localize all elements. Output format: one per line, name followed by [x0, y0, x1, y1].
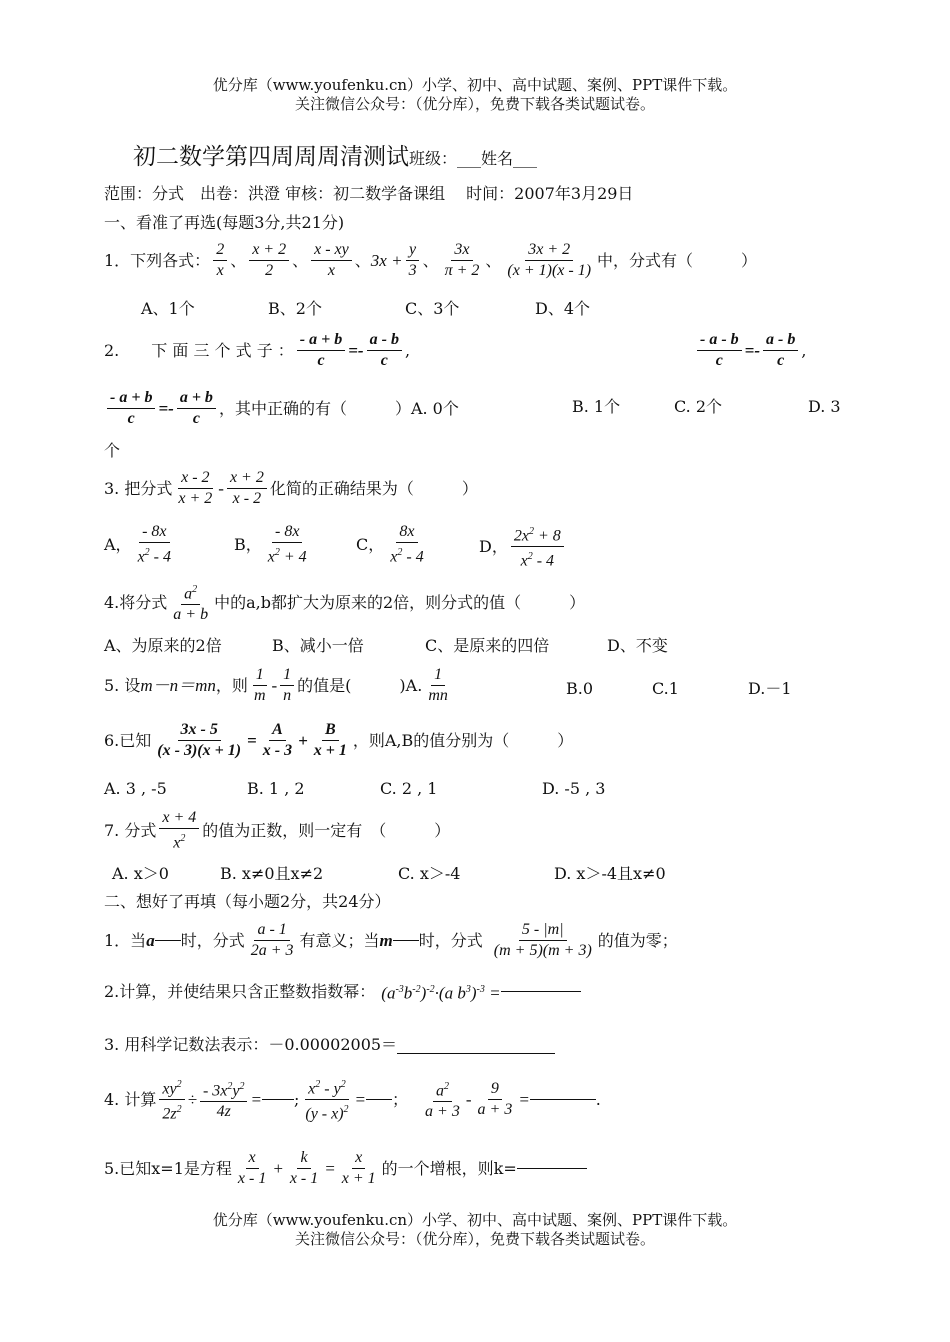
answer-blank[interactable] — [262, 1099, 294, 1100]
q6-option-a: A. 3 , -5 — [104, 779, 167, 798]
math-expression: m－n＝mn — [140, 675, 216, 695]
question-text: 化简的正确结果为（ ） — [269, 478, 478, 498]
answer-blank[interactable] — [517, 1168, 587, 1169]
question-1-5 — [104, 665, 454, 706]
question-text: 中的a,b都扩大为原来的2倍，则分式的值（ ） — [214, 592, 586, 612]
question-text: 6.已知 — [104, 730, 152, 750]
q1-option-b: B、2个 — [268, 299, 322, 318]
question-text: 2. 下 面 三 个 式 子 ： — [104, 340, 294, 360]
fraction: $\frac{xy^2}{2z^2}$ — [159, 1075, 184, 1125]
math-expression: m — [379, 930, 393, 950]
q7-option-c: C. x＞-4 — [398, 864, 461, 883]
fraction: 8x $x^2 - 4$ — [390, 523, 424, 566]
question-1-2-line2 — [104, 388, 459, 429]
fraction: 1 mn — [428, 666, 448, 704]
math-expression: - — [465, 1089, 472, 1109]
question-text: 5. 设 — [104, 675, 141, 695]
question-text: 5.已知x=1是方程 — [104, 1158, 232, 1178]
question-text: 时，分式 — [180, 930, 245, 950]
question-1-2: 2. 下 面 三 个 式 子 ： $\frac{- a + b}{c}$ =- a - b c , — [104, 331, 411, 369]
math-expression: $(a^{-3}b^{-2})^{-2}\cdot(a$ $b^3)^{-3}$ = — [381, 983, 501, 1003]
answer-blank[interactable] — [397, 1037, 555, 1054]
question-1-6 — [104, 720, 573, 761]
q7-option-a: A. x＞0 — [112, 864, 169, 883]
fraction: $\frac{x^2 - y^2}{(y - x)^2}$ — [302, 1075, 351, 1125]
math-expression: 3x + — [370, 250, 403, 270]
math-expression: = — [518, 1089, 530, 1109]
math-expression: ÷ — [187, 1089, 197, 1109]
fraction: 5 - |m| (m + 5)(m + 3) — [493, 921, 592, 959]
question-text: 时，分式 — [418, 930, 483, 950]
fraction: $\frac{B}{x + 1}$ — [313, 721, 347, 759]
question-text: 中，分式有（ ） — [597, 250, 758, 270]
math-expression: = — [247, 730, 257, 750]
fraction: $\frac{- 3x^2y^2}{4z}$ — [200, 1077, 248, 1122]
q3-option-c — [356, 522, 430, 567]
fraction: - 8x $x^2 + 4$ — [267, 523, 307, 566]
q2-option-c: C. 2个 — [674, 397, 723, 416]
answer-blank[interactable] — [501, 991, 581, 992]
q4-option-d: D、不变 — [607, 636, 668, 655]
header-line-2: 关注微信公众号：（优分库），免费下载各类试题试卷。 — [294, 95, 655, 113]
q5-option-d: D.－1 — [748, 679, 792, 698]
fraction: $a^2$ a + 3 — [422, 1077, 463, 1122]
q6-option-b: B. 1 , 2 — [247, 779, 305, 798]
question-2-2 — [104, 980, 581, 1004]
fraction: 3x π + 2 — [444, 241, 480, 279]
question-1-3 — [104, 468, 478, 509]
question-text: 4.将分式 — [104, 592, 168, 612]
q7-option-d: D. x＞-4且x≠0 — [554, 864, 666, 883]
fraction: x x - 1 — [237, 1149, 267, 1187]
fraction: $\frac{x}{x + 1}$ — [341, 1149, 376, 1187]
q2-wrap: 个 — [104, 441, 121, 460]
math-expression: = — [324, 1158, 336, 1178]
fraction: x + 2 2 — [249, 240, 289, 281]
fraction: $a^2$ a + b — [170, 580, 211, 625]
math-expression: - — [218, 478, 224, 498]
question-text: 1．下列各式： — [104, 250, 211, 270]
q1-option-c: C、3个 — [405, 299, 460, 318]
fraction: $\frac{- a + b}{c}$ — [107, 388, 155, 429]
q2-option-b: B. 1个 — [572, 397, 621, 416]
q5-option-b: B.0 — [566, 679, 594, 698]
footer-line-2: 关注微信公众号：（优分库），免费下载各类试题试卷。 — [294, 1230, 655, 1248]
question-2-5 — [104, 1148, 587, 1189]
fraction: $\frac{k}{x - 1}$ — [289, 1149, 319, 1187]
fraction: - 8x $x^2 - 4$ — [137, 523, 171, 566]
fraction: a - b c — [367, 330, 402, 371]
question-text: ，则 — [215, 675, 248, 695]
question-text: 2.计算，并使结果只含正整数指数幂： — [104, 981, 376, 1001]
q2-option-d: D. 3 — [808, 397, 841, 416]
fraction: x - 2 x + 2 — [178, 469, 213, 507]
math-expression: =- — [744, 340, 761, 360]
fraction: 2 x — [213, 240, 227, 281]
q4-option-b: B、减小一倍 — [272, 636, 364, 655]
fraction: a - b c — [763, 330, 798, 371]
question-text: ，则A,B的值分别为（ ） — [352, 730, 574, 750]
q3-option-d — [479, 522, 567, 572]
fraction: $\frac{- a + b}{c}$ — [297, 330, 345, 371]
q1-option-d: D、4个 — [535, 299, 591, 318]
fraction: a - 1 2a + 3 — [250, 921, 294, 959]
question-text: 的值是( )A. — [297, 675, 423, 695]
math-expression: = — [250, 1089, 262, 1109]
option-label: B， — [234, 534, 262, 554]
question-1-7 — [104, 808, 450, 853]
question-1-1: 1．下列各式： 2 x 、 x + 2 2 、 x - xy x 、 3x + $\frac{y}{3}$ 、 3x π + 2 、 3x + 2 (x + 1)(x - 1) 中，分式有（ ） — [104, 241, 758, 279]
question-text: 7. 分式 — [104, 820, 157, 840]
answer-blank[interactable] — [530, 1099, 596, 1100]
q1-option-a: A、1个 — [141, 299, 195, 318]
question-text: 1．当 — [104, 930, 147, 950]
fraction: $2x^2 + 8$ $x^2 - 4$ — [511, 522, 564, 572]
question-text: 的值为正数，则一定有 （ ） — [202, 820, 451, 840]
fraction: x + 4 $x^2$ — [159, 808, 199, 853]
fraction: 1 n — [280, 665, 294, 706]
math-expression: - — [271, 675, 278, 695]
fraction: a + b c — [177, 388, 216, 429]
fraction: $\frac{- a - b}{c}$ — [697, 330, 742, 371]
page-title-row — [133, 138, 537, 171]
answer-blank[interactable] — [393, 940, 419, 941]
exam-info: 范围：分式 出卷：洪澄 审核：初二数学备课组 时间：2007年3月29日 — [104, 184, 634, 203]
fraction: x + 2 x - 2 — [227, 468, 267, 509]
question-text: 3. 把分式 — [104, 478, 173, 498]
q7-option-b: B. x≠0且x≠2 — [220, 864, 324, 883]
fraction: $\frac{9}{a + 3}$ — [477, 1080, 513, 1119]
question-2-4: 4. 计算 $\frac{xy^2}{2z^2}$ ÷ $\frac{- 3x^2y^2}{4z}$ = ; $\frac{x^2 - y^2}{(y - x)^2}$ = ； $a^2$ a + 3 - $\frac{9}{a + 3}$ = . — [104, 1075, 601, 1125]
math-expression: =- — [348, 340, 364, 360]
fraction: 1 m — [253, 666, 266, 704]
question-text: 3. 用科学记数法表示：－0.00002005＝ — [104, 1035, 398, 1054]
answer-blank[interactable] — [155, 940, 181, 941]
question-text: 有意义；当 — [299, 930, 380, 950]
question-1-4 — [104, 580, 585, 625]
option-label: A， — [104, 534, 132, 554]
class-name-label: 班级：___姓名___ — [409, 149, 538, 168]
question-2-3 — [104, 1035, 555, 1055]
fraction: x - xy x — [311, 240, 352, 281]
question-text: 的一个增根，则k= — [381, 1158, 517, 1178]
math-expression: a — [146, 930, 155, 950]
fraction: $\frac{A}{x - 3}$ — [262, 721, 293, 759]
math-expression: + — [272, 1158, 284, 1178]
section-2-heading: 二、想好了再填（每小题2分，共24分） — [104, 892, 391, 911]
q4-option-a: A、为原来的2倍 — [104, 636, 222, 655]
option-label: D， — [479, 536, 508, 556]
question-2-1 — [104, 920, 678, 961]
fraction: 3x + 2 (x + 1)(x - 1) — [507, 241, 592, 279]
q6-option-d: D. -5 , 3 — [542, 779, 606, 798]
question-text: 的值为零； — [597, 930, 678, 950]
q3-option-b — [234, 522, 313, 567]
math-expression: = — [354, 1089, 367, 1109]
question-text: ，其中正确的有（ ）A. 0个 — [218, 398, 459, 418]
answer-blank[interactable] — [366, 1099, 392, 1100]
math-expression: + — [298, 730, 308, 750]
option-label: C， — [356, 534, 385, 554]
q5-option-c: C.1 — [652, 679, 679, 698]
math-expression: =- — [158, 398, 174, 418]
q4-option-c: C、是原来的四倍 — [425, 636, 550, 655]
fraction: $\frac{3x - 5}{(x - 3)(x + 1)}$ — [157, 721, 242, 759]
question-text: 4. 计算 — [104, 1089, 157, 1109]
header-line-1: 优分库（www.youfenku.cn）小学、初中、高中试题、案例、PPT课件下载。 — [212, 76, 738, 94]
fraction: $\frac{y}{3}$ — [406, 240, 420, 281]
page-title: 初二数学第四周周周清测试 — [133, 144, 409, 170]
q6-option-c: C. 2 , 1 — [380, 779, 438, 798]
section-1-heading: 一、看准了再选(每题3分,共21分) — [104, 213, 345, 232]
question-1-2-expr2: $\frac{- a - b}{c}$ =- a - b c , — [694, 330, 806, 371]
q3-option-a — [104, 522, 177, 567]
footer-line-1: 优分库（www.youfenku.cn）小学、初中、高中试题、案例、PPT课件下载。 — [212, 1211, 738, 1229]
